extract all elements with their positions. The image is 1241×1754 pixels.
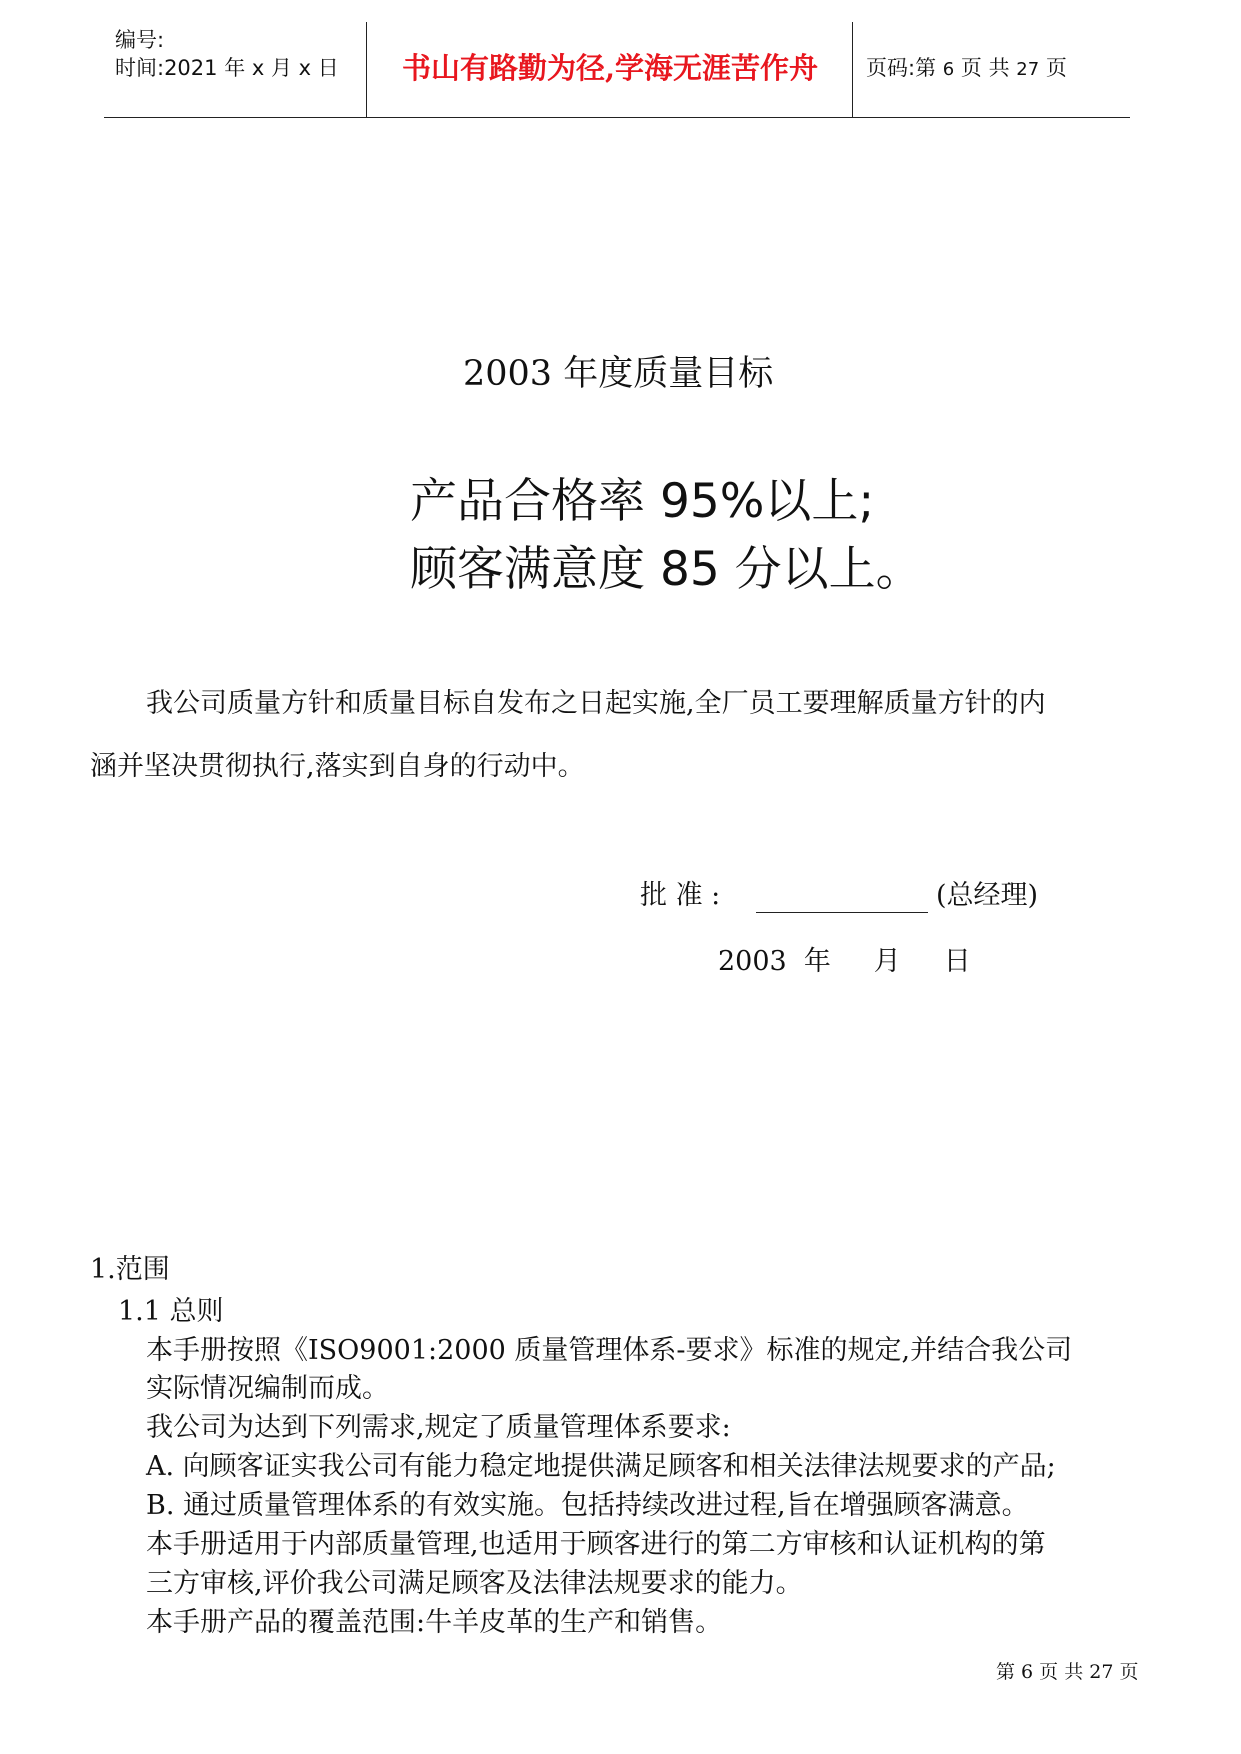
page-total: 27 (1016, 59, 1040, 80)
page-current: 6 (942, 59, 955, 80)
section-line: 三方审核,评价我公司满足顾客及法律法规要求的能力。 (146, 1568, 803, 1599)
goal-customer-satisfaction: 顾客满意度 85 分以上。 (410, 542, 923, 597)
header-page-number (866, 54, 1067, 84)
statement-line-1: 我公司质量方针和质量目标自发布之日起实施,全厂员工要理解质量方针的内 (146, 688, 1046, 719)
approval-role: (总经理) (936, 880, 1039, 911)
section-line: B. 通过质量管理体系的有效实施。包括持续改进过程,旨在增强顾客满意。 (146, 1490, 1029, 1521)
section-line: 我公司为达到下列需求,规定了质量管理体系要求: (146, 1412, 731, 1443)
page-prefix: 页码:第 (866, 56, 943, 80)
section-line: 实际情况编制而成。 (146, 1373, 389, 1404)
statement-line-2: 涵并坚决贯彻执行,落实到自身的行动中。 (90, 751, 585, 782)
page-suffix: 页 (1039, 56, 1067, 80)
approval-date: 2003 年 月 日 (718, 946, 971, 977)
section-heading: 1.范围 (90, 1254, 170, 1285)
page-middle: 页 共 (954, 56, 1017, 80)
header-rule (104, 117, 1130, 118)
goals-subtitle: 2003 年度质量目标 (463, 354, 774, 394)
header-divider-right (852, 22, 853, 118)
section-line: A. 向顾客证实我公司有能力稳定地提供满足顾客和相关法律法规要求的产品; (146, 1451, 1056, 1482)
document-meta (115, 26, 339, 82)
section-line: 本手册按照《ISO9001:2000 质量管理体系-要求》标准的规定,并结合我公司 (146, 1335, 1073, 1366)
time-label: 时间:2021 年 x 月 x 日 (115, 56, 339, 80)
signature-line (756, 912, 928, 913)
footer-page-number: 第 6 页 共 27 页 (996, 1661, 1139, 1683)
section-line: 本手册产品的覆盖范围:牛羊皮革的生产和销售。 (146, 1607, 723, 1638)
header-motto: 书山有路勤为径,学海无涯苦作舟 (401, 51, 819, 85)
number-label: 编号: (115, 28, 165, 52)
header-divider-left (366, 22, 367, 118)
goal-product-pass-rate: 产品合格率 95%以上; (410, 474, 875, 529)
approval-label: 批 准 : (640, 880, 721, 911)
section-line: 本手册适用于内部质量管理,也适用于顾客进行的第二方审核和认证机构的第 (146, 1529, 1046, 1560)
subsection-heading: 1.1 总则 (118, 1296, 224, 1327)
